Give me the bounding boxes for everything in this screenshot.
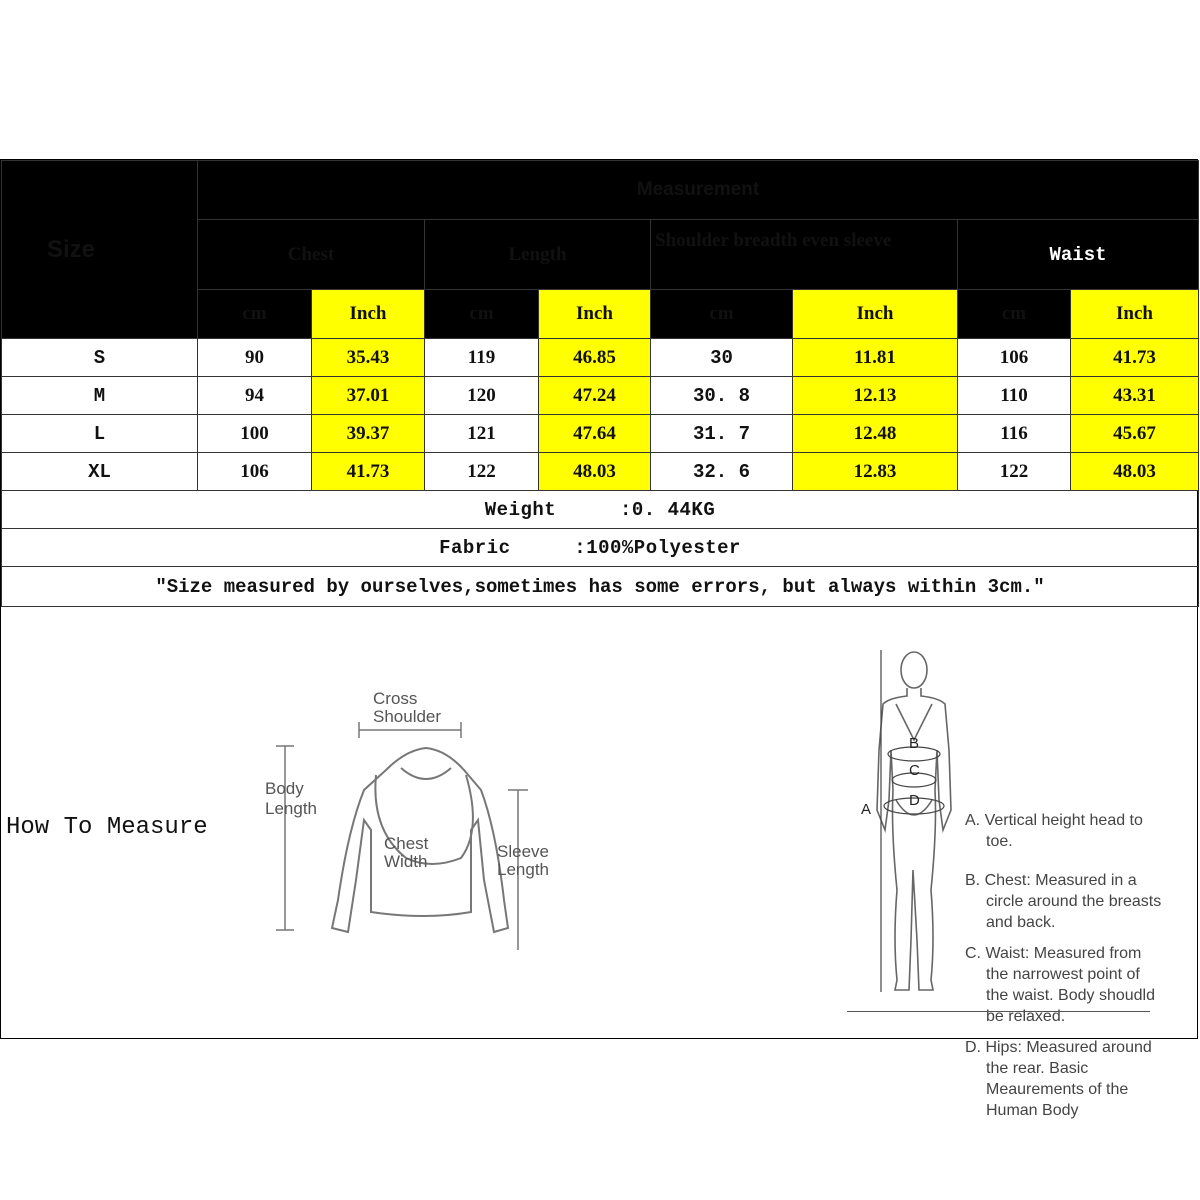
size-table	[1, 160, 1199, 607]
marker-b: B	[909, 735, 920, 752]
weight-row	[2, 491, 1199, 529]
unit-cm: cm	[958, 290, 1071, 339]
sweater-diagram	[256, 680, 576, 950]
table-row	[2, 339, 1199, 377]
legend-item: D. Hips: Measured around the rear. Basic Meaurements of the Human Body	[965, 1039, 1152, 1119]
measure-legend	[965, 810, 1165, 1131]
waist-cm-cell: 122	[958, 453, 1071, 491]
chest-cm-cell: 90	[198, 339, 312, 377]
unit-inch: Inch	[539, 290, 651, 339]
length-header: Length	[425, 220, 651, 290]
chest-inch-cell: 41.73	[312, 453, 425, 491]
unit-cm: cm	[651, 290, 793, 339]
length-cm-cell: 119	[425, 339, 539, 377]
marker-c: C	[909, 762, 920, 779]
size-cell: S	[2, 339, 198, 377]
chest-cm-cell: 106	[198, 453, 312, 491]
chest-cm-cell: 94	[198, 377, 312, 415]
chest-inch-cell: 37.01	[312, 377, 425, 415]
unit-inch: Inch	[1071, 290, 1199, 339]
waist-inch-cell: 43.31	[1071, 377, 1199, 415]
legend-item: C. Waist: Measured from the narrowest point of the waist. Body shoudld be relaxed.	[965, 945, 1155, 1025]
shoulder-inch-cell: 11.81	[793, 339, 958, 377]
how-to-measure-title: How To Measure	[6, 814, 208, 841]
waist-inch-cell: 41.73	[1071, 339, 1199, 377]
body-length-label: Body Length	[265, 779, 317, 818]
body-diagram	[841, 640, 961, 1015]
waist-cm-cell: 106	[958, 339, 1071, 377]
measurement-header: Measurement	[198, 161, 1199, 220]
shoulder-cm-cell: 30. 8	[651, 377, 793, 415]
chest-inch-cell: 35.43	[312, 339, 425, 377]
shoulder-inch-cell: 12.13	[793, 377, 958, 415]
legend-item: B. Chest: Measured in a circle around the breasts and back.	[965, 872, 1162, 931]
waist-cm-cell: 110	[958, 377, 1071, 415]
weight-label: Weight	[484, 498, 557, 521]
length-cm-cell: 121	[425, 415, 539, 453]
fabric-label: Fabric	[439, 536, 511, 559]
chest-cm-cell: 100	[198, 415, 312, 453]
chest-inch-cell: 39.37	[312, 415, 425, 453]
legend-item: A. Vertical height head to toe.	[965, 812, 1143, 850]
shoulder-header: Shoulder breadth even sleeve	[651, 220, 958, 290]
unit-inch: Inch	[793, 290, 958, 339]
size-cell: XL	[2, 453, 198, 491]
waist-inch-cell: 45.67	[1071, 415, 1199, 453]
chest-header: Chest	[198, 220, 425, 290]
marker-a: A	[861, 801, 872, 818]
unit-cm: cm	[198, 290, 312, 339]
size-cell: M	[2, 377, 198, 415]
weight-value: :0. 44KG	[620, 498, 716, 521]
chest-width-label: Chest Width	[384, 834, 429, 871]
shoulder-cm-cell: 31. 7	[651, 415, 793, 453]
shoulder-inch-cell: 12.48	[793, 415, 958, 453]
size-cell: L	[2, 415, 198, 453]
length-inch-cell: 48.03	[539, 453, 651, 491]
shoulder-cm-cell: 30	[651, 339, 793, 377]
table-row	[2, 453, 1199, 491]
fabric-row	[2, 529, 1199, 567]
table-row	[2, 415, 1199, 453]
length-inch-cell: 47.64	[539, 415, 651, 453]
cross-shoulder-label: Cross Shoulder	[373, 689, 442, 726]
fabric-value: :100%Polyester	[574, 536, 741, 559]
length-cm-cell: 120	[425, 377, 539, 415]
length-cm-cell: 122	[425, 453, 539, 491]
marker-d: D	[909, 792, 920, 809]
shoulder-inch-cell: 12.83	[793, 453, 958, 491]
sleeve-length-label: Sleeve Length	[497, 842, 549, 879]
size-header: Size	[2, 161, 198, 339]
legend-underline	[847, 1011, 1150, 1012]
waist-inch-cell: 48.03	[1071, 453, 1199, 491]
shoulder-cm-cell: 32. 6	[651, 453, 793, 491]
length-inch-cell: 47.24	[539, 377, 651, 415]
table-row	[2, 377, 1199, 415]
size-note: "Size measured by ourselves,sometimes has some errors, but always within 3cm."	[2, 567, 1199, 607]
unit-cm: cm	[425, 290, 539, 339]
unit-inch: Inch	[312, 290, 425, 339]
size-chart-sheet	[0, 159, 1198, 1119]
waist-header: Waist	[958, 220, 1199, 290]
waist-cm-cell: 116	[958, 415, 1071, 453]
length-inch-cell: 46.85	[539, 339, 651, 377]
